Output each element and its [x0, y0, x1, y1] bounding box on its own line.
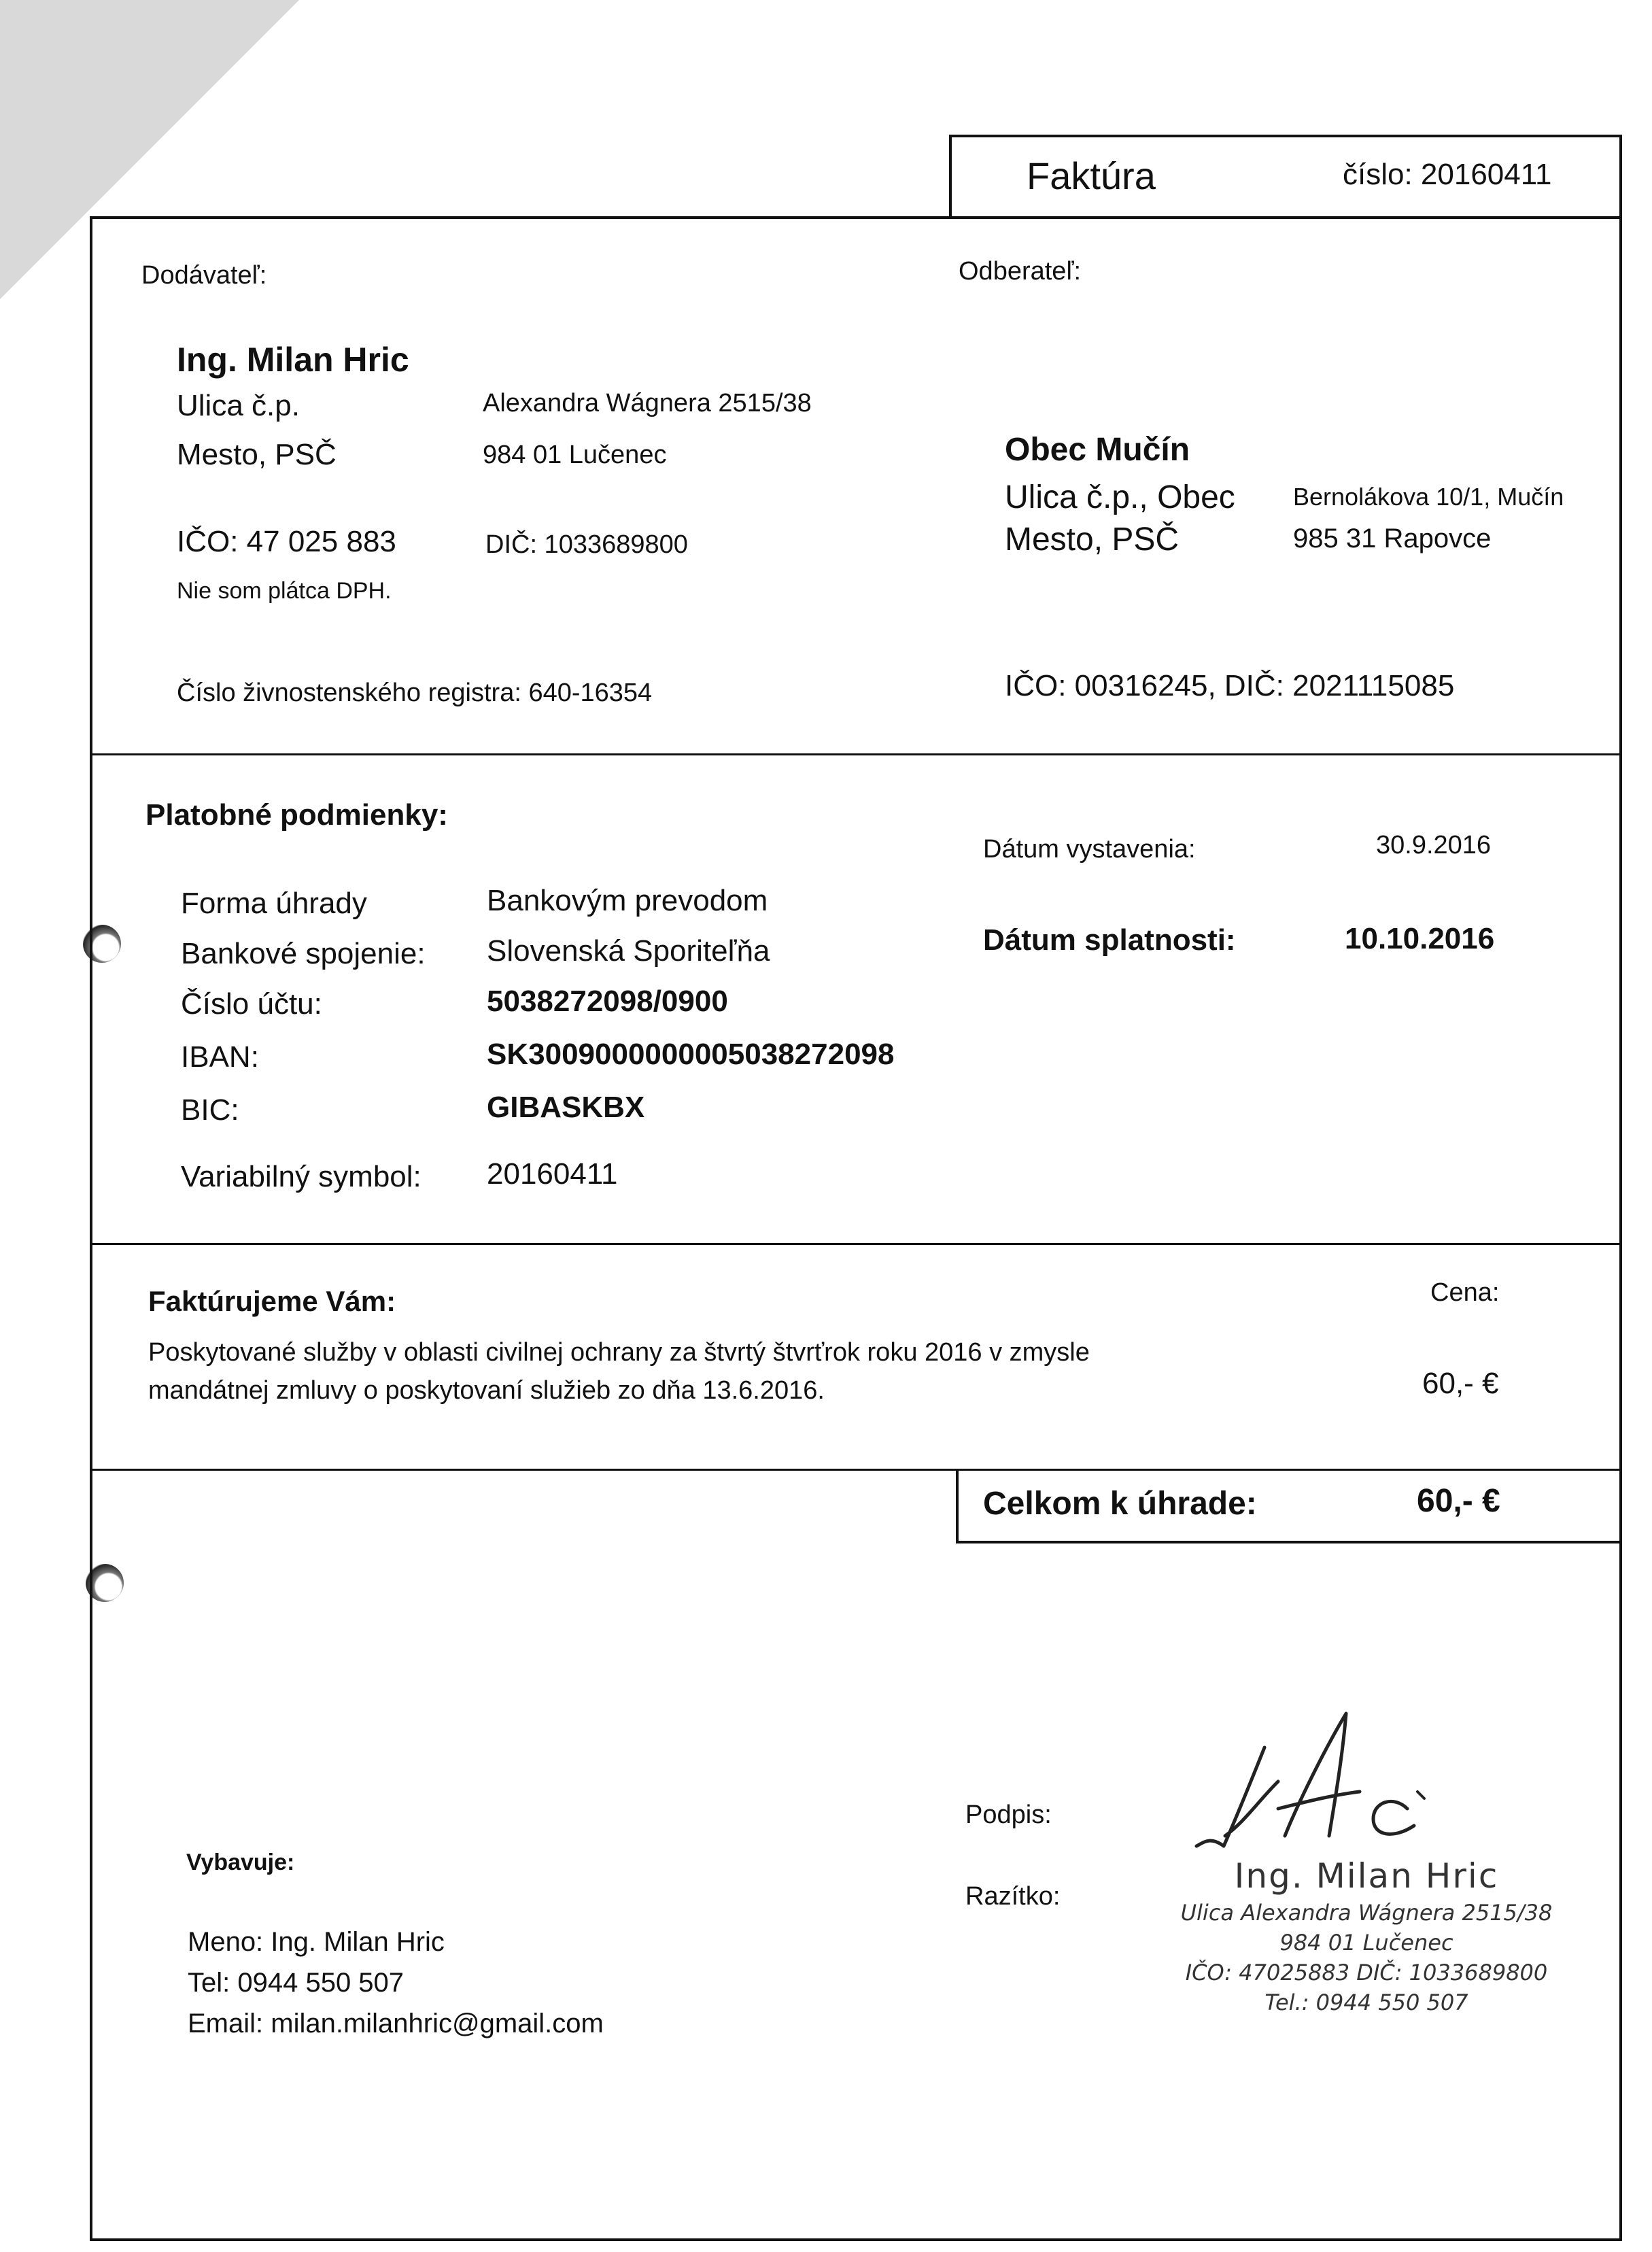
- due-date-label: Dátum splatnosti:: [983, 923, 1236, 957]
- header-box-right: [1619, 135, 1622, 216]
- supplier-ico: IČO: 47 025 883: [177, 525, 396, 558]
- payment-heading: Platobné podmienky:: [145, 798, 448, 832]
- payment-value: 20160411: [487, 1157, 618, 1191]
- customer-heading: Odberateľ:: [959, 257, 1082, 286]
- divider-payment: [90, 1243, 1622, 1245]
- customer-city-value: 985 31 Rapovce: [1293, 524, 1492, 553]
- issuer-name: Meno: Ing. Milan Hric: [188, 1927, 445, 1957]
- divider-items: [90, 1469, 1622, 1471]
- payment-label: Forma úhrady: [181, 887, 367, 920]
- punch-hole-top: [83, 925, 121, 963]
- frame-left: [90, 216, 92, 2241]
- issuer-phone: Tel: 0944 550 507: [188, 1968, 405, 1998]
- stamp-address: Ulica Alexandra Wágnera 2515/38: [1180, 1900, 1553, 1926]
- invoice-number: číslo: 20160411: [1343, 158, 1552, 191]
- frame-bottom: [90, 2238, 1622, 2241]
- issuer-email: Email: milan.milanhric@gmail.com: [188, 2009, 604, 2038]
- item-description-line1: Poskytované služby v oblasti civilnej ochrany za štvrtý štvrťrok roku 2016 v zmysle: [148, 1338, 1090, 1367]
- payment-label: BIC:: [181, 1093, 239, 1127]
- payment-value: 5038272098/0900: [487, 985, 728, 1018]
- payment-label: Bankové spojenie:: [181, 937, 426, 970]
- stamp-phone: Tel.: 0944 550 507: [1264, 1990, 1468, 2015]
- issuer-heading: Vybavuje:: [186, 1849, 295, 1875]
- payment-value: Bankovým prevodom: [487, 884, 768, 917]
- total-box-left: [956, 1469, 959, 1543]
- customer-ids: IČO: 00316245, DIČ: 2021115085: [1005, 669, 1455, 702]
- signature-label: Podpis:: [965, 1801, 1052, 1829]
- frame-right: [1619, 216, 1622, 2241]
- header-box-top: [949, 135, 1622, 137]
- item-description-line2: mandátnej zmluvy o poskytovaní služieb zo dňa 13.6.2016.: [148, 1376, 825, 1405]
- stamp-ids: IČO: 47025883 DIČ: 1033689800: [1185, 1960, 1548, 1985]
- issue-date-label: Dátum vystavenia:: [983, 835, 1196, 864]
- items-heading: Faktúrujeme Vám:: [148, 1285, 396, 1317]
- issue-date-value: 30.9.2016: [1376, 831, 1492, 859]
- supplier-name: Ing. Milan Hric: [177, 341, 409, 379]
- payment-value: SK3009000000005038272098: [487, 1038, 895, 1071]
- supplier-dic: DIČ: 1033689800: [485, 530, 688, 559]
- divider-parties: [90, 753, 1622, 755]
- item-price: 60,- €: [1422, 1367, 1499, 1400]
- payment-label: IBAN:: [181, 1040, 259, 1074]
- stamp-name: Ing. Milan Hric: [1234, 1856, 1499, 1896]
- customer-street-label: Ulica č.p., Obec: [1005, 479, 1235, 515]
- total-box-bottom: [956, 1541, 1622, 1543]
- invoice-title: Faktúra: [1027, 154, 1156, 197]
- total-label: Celkom k úhrade:: [983, 1486, 1257, 1522]
- payment-value: GIBASKBX: [487, 1091, 645, 1124]
- payment-label: Variabilný symbol:: [181, 1160, 421, 1193]
- supplier-street-value: Alexandra Wágnera 2515/38: [483, 389, 812, 417]
- supplier-city-label: Mesto, PSČ: [177, 438, 337, 471]
- folded-corner: [0, 0, 299, 299]
- price-label: Cena:: [1430, 1278, 1500, 1307]
- supplier-heading: Dodávateľ:: [141, 261, 267, 290]
- supplier-trade-register: Číslo živnostenského registra: 640-16354: [177, 679, 653, 707]
- due-date-value: 10.10.2016: [1345, 922, 1495, 955]
- payment-value: Slovenská Sporiteľňa: [487, 934, 770, 968]
- company-stamp: [1156, 1856, 1577, 2015]
- stamp-label: Razítko:: [965, 1882, 1061, 1911]
- customer-name: Obec Mučín: [1005, 432, 1190, 468]
- frame-top: [90, 216, 1622, 219]
- supplier-vat-note: Nie som plátca DPH.: [177, 578, 392, 604]
- header-box-left: [949, 135, 952, 216]
- total-value: 60,- €: [1417, 1483, 1500, 1519]
- stamp-city: 984 01 Lučenec: [1279, 1930, 1453, 1956]
- customer-city-label: Mesto, PSČ: [1005, 522, 1180, 558]
- customer-street-value: Bernolákova 10/1, Mučín: [1293, 483, 1564, 511]
- handwritten-signature: [1183, 1700, 1441, 1863]
- payment-label: Číslo účtu:: [181, 987, 322, 1021]
- supplier-city-value: 984 01 Lučenec: [483, 441, 667, 469]
- supplier-street-label: Ulica č.p.: [177, 389, 300, 422]
